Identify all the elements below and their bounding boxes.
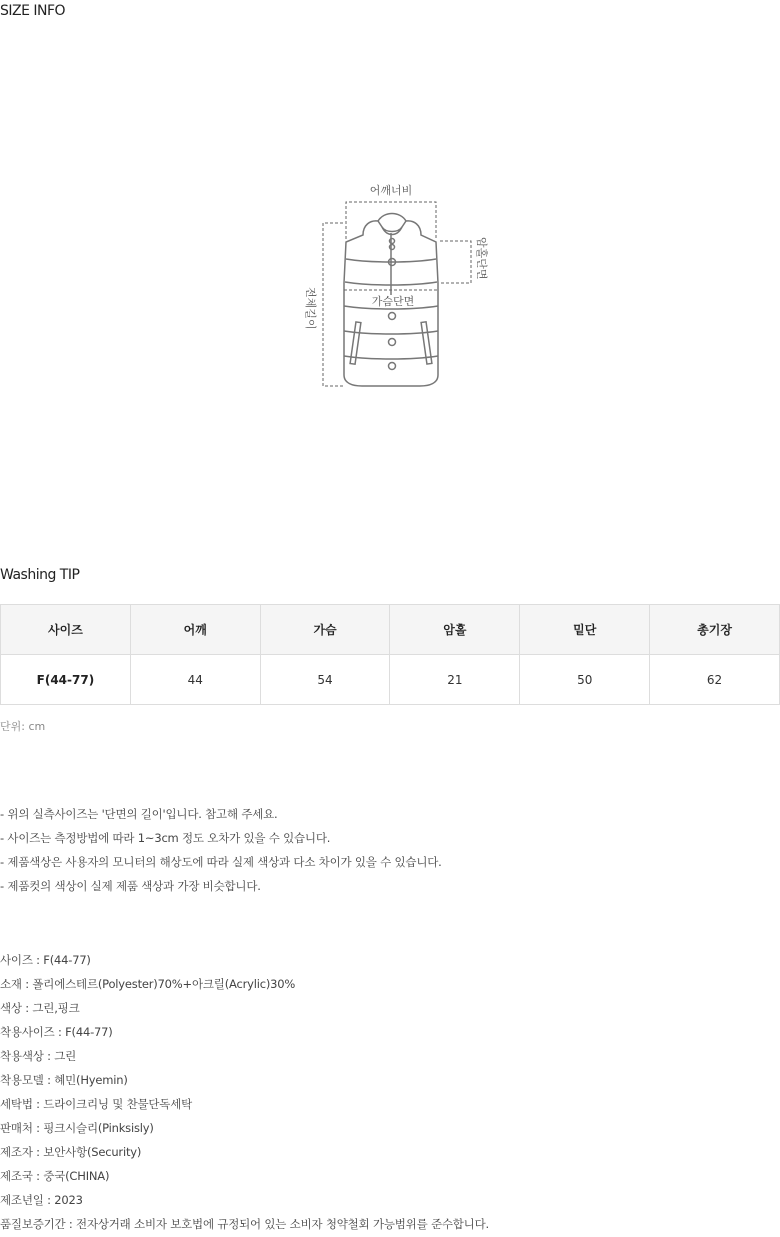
detail-color: 색상 : 그린,핑크 [0, 1001, 80, 1015]
washing-tip-title: Washing TIP [0, 567, 80, 583]
detail-washing: 세탁법 : 드라이크리닝 및 찬물단독세탁 [0, 1097, 193, 1111]
detail-warranty: 품질보증기간 : 전자상거래 소비자 보호법에 규정되어 있는 소비자 청약철회 가능범위를 준수합니다. [0, 1217, 489, 1231]
detail-seller: 판매처 : 핑크시슬리(Pinksisly) [0, 1121, 154, 1135]
header-shoulder: 어깨 [130, 605, 260, 655]
header-chest: 가슴 [260, 605, 390, 655]
detail-manufacturer: 제조자 : 보안사항(Security) [0, 1145, 142, 1159]
size-table-header [1, 605, 780, 655]
measurement-note: - 제품색상은 사용자의 모니터의 해상도에 따라 실제 색상과 다소 차이가 있을 수 있습니다. [0, 855, 442, 869]
table-cell-total-length: 62 [650, 655, 780, 705]
detail-material: 소재 : 폴리에스테르(Polyester)70%+아크릴(Acrylic)30% [0, 977, 296, 991]
detail-model: 착용모델 : 혜민(Hyemin) [0, 1073, 128, 1087]
header-armhole: 암홀 [390, 605, 520, 655]
measurement-note: - 위의 실측사이즈는 '단면의 길이'입니다. 참고해 주세요. [0, 807, 278, 821]
table-cell-hem: 50 [520, 655, 650, 705]
size-info-title: SIZE INFO [0, 3, 66, 19]
vest-size-diagram [290, 175, 500, 400]
size-table [0, 604, 780, 705]
detail-year: 제조년일 : 2023 [0, 1193, 83, 1207]
detail-country: 제조국 : 중국(CHINA) [0, 1169, 110, 1183]
detail-model-size: 착용사이즈 : F(44-77) [0, 1025, 113, 1039]
table-cell-shoulder: 44 [130, 655, 260, 705]
table-row [1, 655, 780, 705]
measurement-note: - 사이즈는 측정방법에 따라 1~3cm 정도 오차가 있을 수 있습니다. [0, 831, 331, 845]
shoulder-width-label: 어깨너비 [369, 184, 413, 197]
table-cell-chest: 54 [260, 655, 390, 705]
table-cell-armhole: 21 [390, 655, 520, 705]
unit-note: 단위: cm [0, 720, 46, 733]
measurement-note: - 제품컷의 색상이 실제 제품 색상과 가장 비슷합니다. [0, 879, 261, 893]
total-length-label: 전체길이 [304, 287, 317, 330]
table-cell-size: F(44-77) [1, 655, 131, 705]
detail-size: 사이즈 : F(44-77) [0, 953, 91, 967]
header-hem: 밑단 [520, 605, 650, 655]
armhole-label: 암홀단면 [475, 237, 488, 280]
header-total-length: 총기장 [650, 605, 780, 655]
chest-width-label: 가슴단면 [371, 295, 415, 308]
header-size: 사이즈 [1, 605, 131, 655]
detail-model-color: 착용색상 : 그린 [0, 1049, 77, 1063]
